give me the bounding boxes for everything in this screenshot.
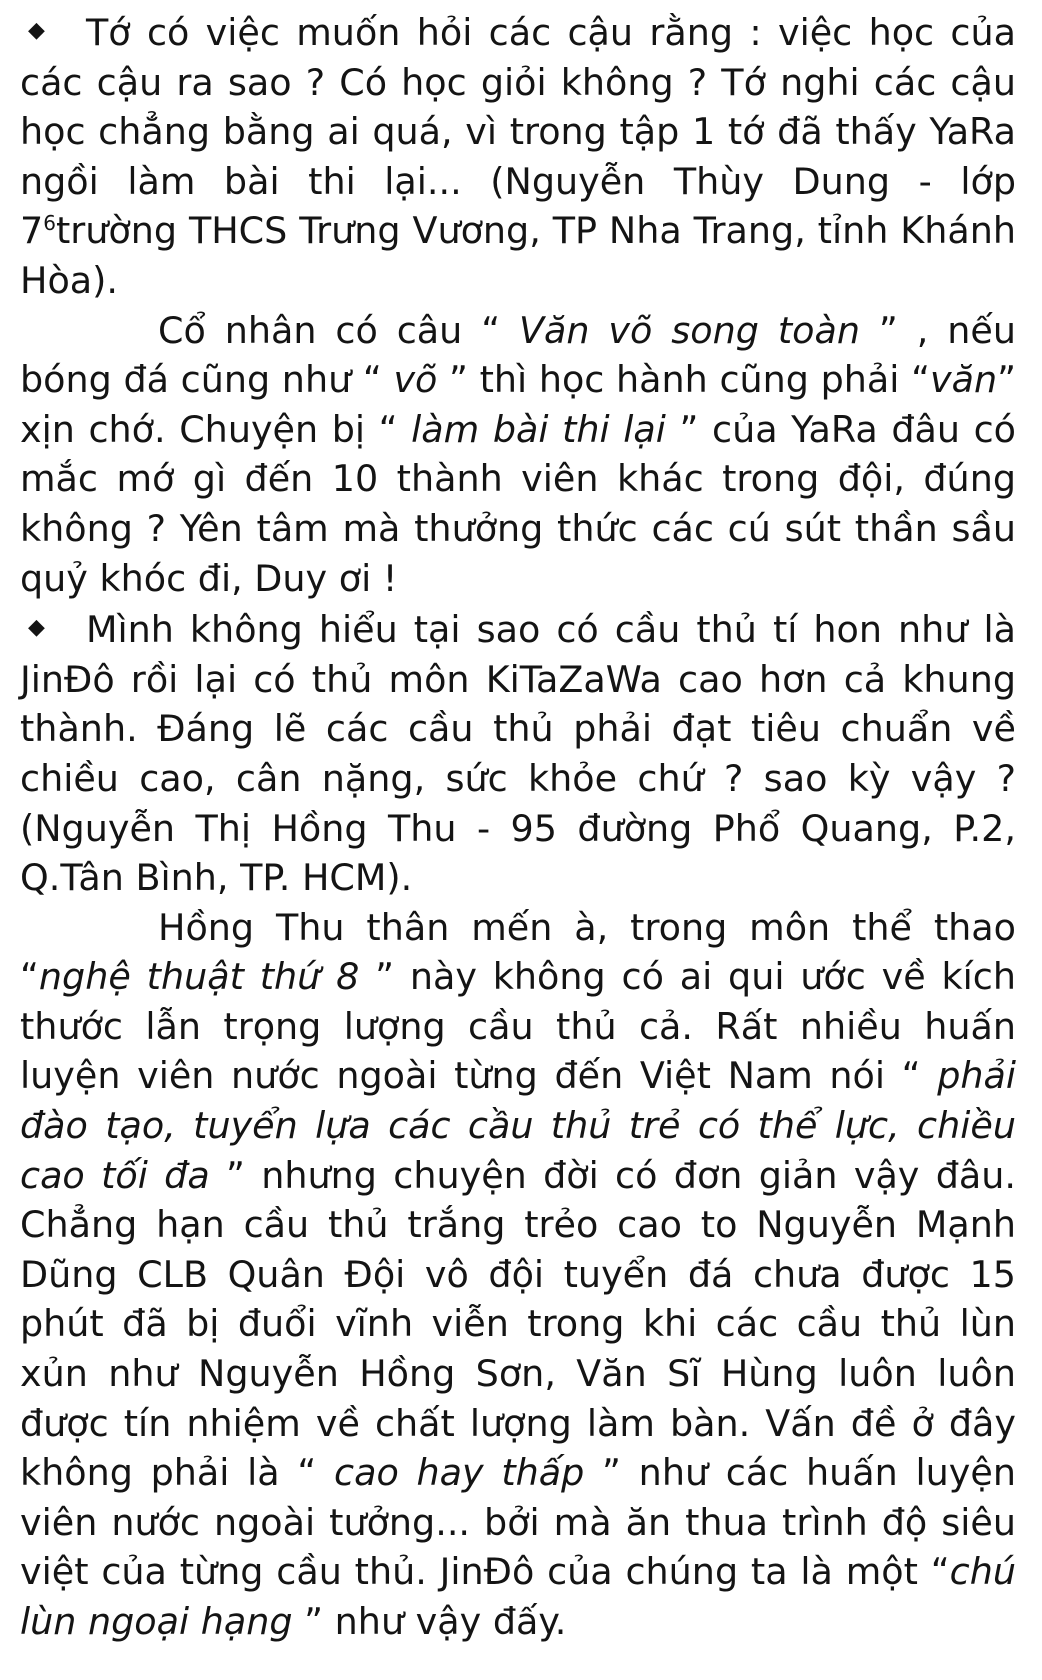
answer-1-quote: Văn võ song toàn <box>519 308 860 352</box>
question-1-superscript: 6 <box>43 211 56 236</box>
answer-2-quote: chú lùn ngoại hạng <box>20 1550 1016 1643</box>
answer-1-quote: làm bài thi lại <box>411 407 666 451</box>
diamond-bullet-icon: ◆ <box>28 615 45 641</box>
answer-1-seg: ” thì học hành cũng phải “ <box>437 358 930 402</box>
answer-2-quote: cao hay thấp <box>334 1451 585 1495</box>
answer-2-seg: ” như vậy đấy. <box>292 1600 567 1643</box>
question-1-text-cont: trường THCS Trưng Vương, TP Nha Trang, tỉnh Khánh Hòa). <box>20 209 1016 302</box>
answer-2-quote: nghệ thuật thứ 8 <box>38 955 360 999</box>
answer-1-seg: ” , nếu bóng đá cũng như “ <box>20 308 1016 402</box>
question-1-text: Tớ có việc muốn hỏi các cậu rằng : việc học của các cậu ra sao ? Có học giỏi không ? Tớ nghi các cậu học chẳng bằng ai quá, vì trong tập 1 tớ đã thấy YaRa ngồi làm bài thi lại... (Nguyễn Thùy Dung - lớp 7 <box>20 11 1016 253</box>
diamond-bullet-icon: ◆ <box>28 18 45 43</box>
answer-1-seg: Cổ nhân có câu “ <box>158 308 520 352</box>
answer-2-quote: phải đào tạo, tuyển lựa các cầu thủ trẻ có thể lực, chiều cao tối đa <box>20 1054 1016 1197</box>
answer-1 <box>20 306 1016 604</box>
answer-1-quote: văn <box>929 358 998 402</box>
answer-2 <box>20 903 1016 1647</box>
answer-1-seg: ” của YaRa đâu có mắc mớ gì đến 10 thành viên khác trong đội, đúng không ? Yên tâm mà thưởng thức các cú sút thần sầu quỷ khóc đi, Duy ơi ! <box>20 407 1017 600</box>
answer-2-seg: ” này không có ai qui ước về kích thước lẫn trọng lượng cầu thủ cả. Rất nhiều huấn luyện viên nước ngoài từng đến Việt Nam nói “ <box>20 955 1016 1098</box>
answer-2-seg: ” như các huấn luyện viên nước ngoài tưởng... bởi mà ăn thua trình độ siêu việt của từng cầu thủ. JinĐô của chúng ta là một “ <box>20 1451 1016 1594</box>
question-2 <box>20 603 1016 903</box>
answer-1-quote: võ <box>393 358 438 402</box>
answer-2-seg: Hồng Thu thân mến à, trong môn thể thao “ <box>20 905 1016 999</box>
question-1 <box>20 6 1016 306</box>
answer-1-seg: ” xịn chớ. Chuyện bị “ <box>20 358 1017 451</box>
answer-2-seg: ” nhưng chuyện đời có đơn giản vậy đâu. Chẳng hạn cầu thủ trắng trẻo cao to Nguyễn Mạnh Dũng CLB Quân Đội vô đội tuyển đá chưa được 15 phút đã bị đuổi vĩnh viễn trong khi các cầu thủ lùn xủn như Nguyễn Hồng Sơn, Văn Sĩ Hùng luôn luôn được tín nhiệm về chất lượng làm bàn. Vấn đề ở đây không phải là “ <box>20 1153 1016 1495</box>
question-2-text: Mình không hiểu tại sao có cầu thủ tí hon như là JinĐô rồi lại có thủ môn KiTaZaWa cao hơn cả khung thành. Đáng lẽ các cầu thủ phải đạt tiêu chuẩn về chiều cao, cân nặng, sức khỏe chứ ? sao kỳ vậy ? (Nguyễn Thị Hồng Thu - 95 đường Phổ Quang, P.2, Q.Tân Bình, TP. HCM). <box>20 608 1016 900</box>
